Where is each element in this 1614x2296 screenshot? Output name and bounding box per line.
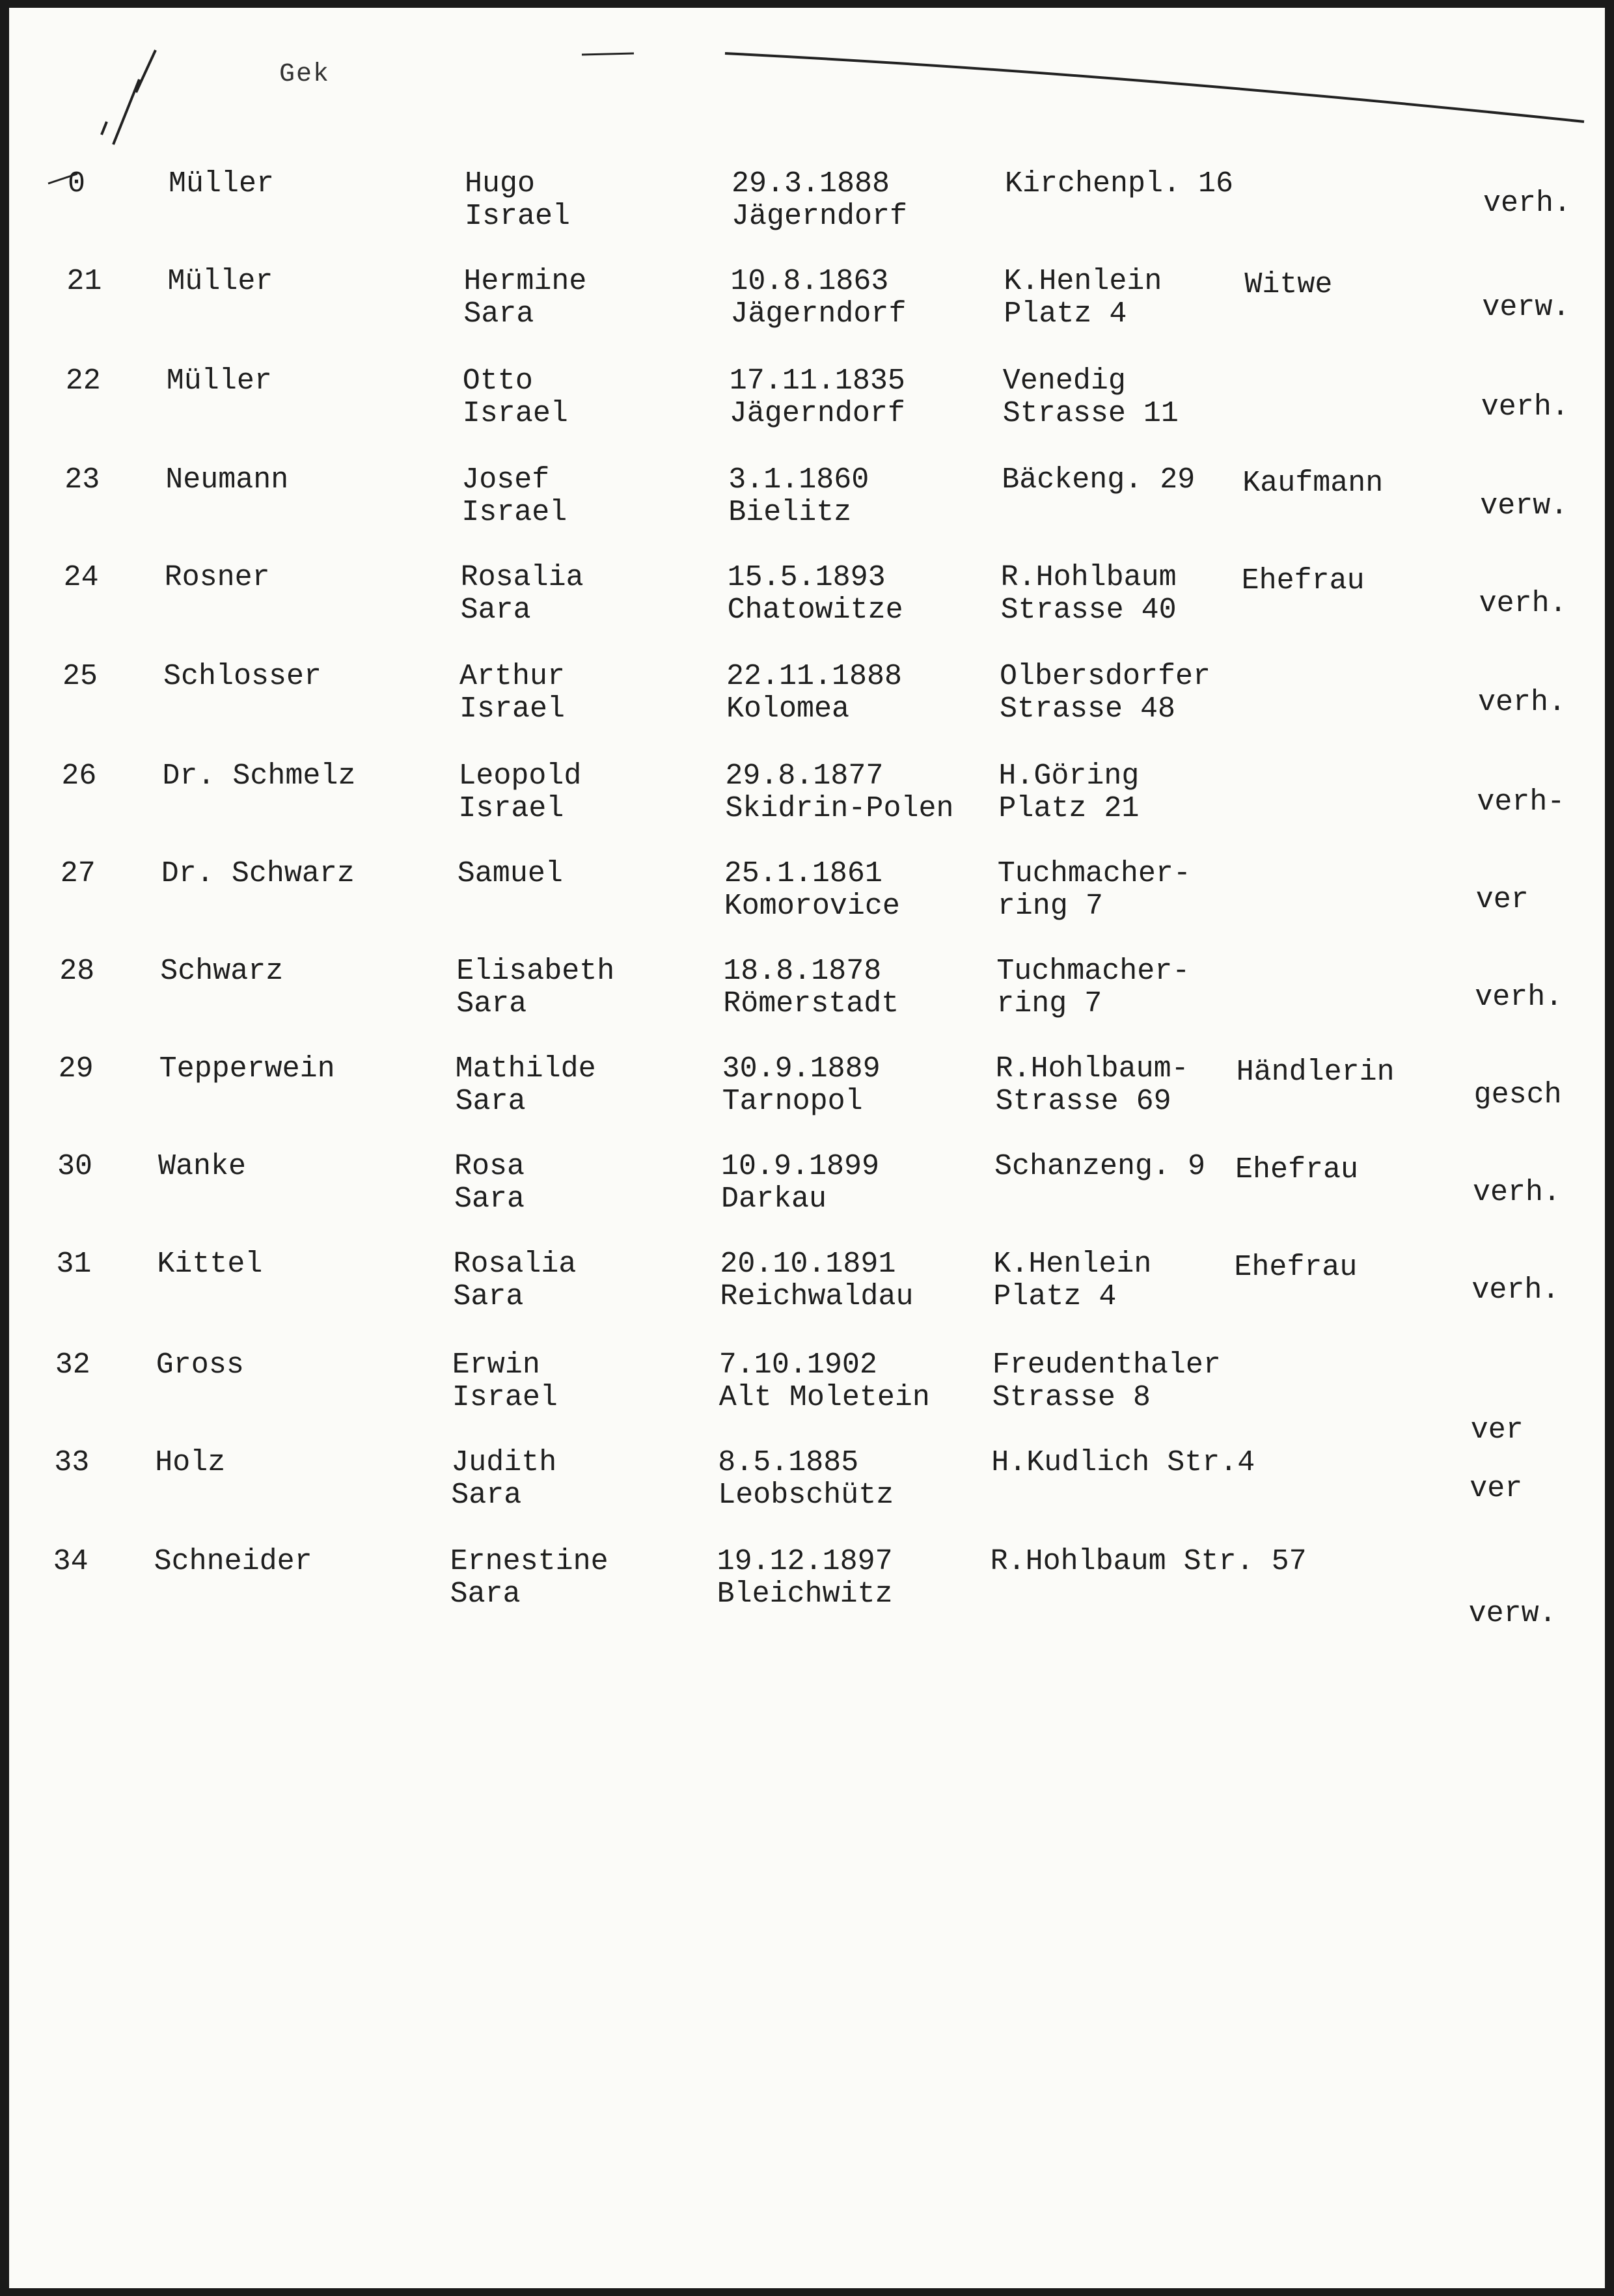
birth-date: 30.9.1889 bbox=[722, 1052, 881, 1086]
given-name: Leopold bbox=[458, 759, 582, 793]
birth-place: Jägerndorf bbox=[730, 297, 907, 331]
marital-status: verh. bbox=[1478, 686, 1566, 719]
given-name: Otto bbox=[462, 364, 533, 398]
marital-status: ver bbox=[1470, 1414, 1524, 1447]
address-line-2: Strasse 8 bbox=[992, 1381, 1151, 1414]
given-name-2: Israel bbox=[465, 200, 571, 233]
given-name: Ernestine bbox=[450, 1545, 609, 1578]
address-line-2: Platz 4 bbox=[1004, 297, 1127, 331]
row-number: 33 bbox=[54, 1446, 90, 1479]
birth-place: Jägerndorf bbox=[732, 200, 908, 233]
given-name-2: Sara bbox=[450, 1578, 521, 1611]
birth-date: 22.11.1888 bbox=[726, 660, 903, 693]
address-line-2: Platz 21 bbox=[998, 792, 1140, 825]
birth-date: 10.9.1899 bbox=[721, 1150, 880, 1183]
birth-date: 29.3.1888 bbox=[732, 167, 890, 200]
given-name: Arthur bbox=[459, 660, 566, 693]
birth-date: 20.10.1891 bbox=[720, 1248, 896, 1281]
table-row bbox=[9, 857, 1598, 948]
marital-status: verh. bbox=[1475, 981, 1563, 1014]
surname: Neumann bbox=[165, 463, 289, 497]
table-row bbox=[9, 955, 1596, 1046]
given-name: Rosalia bbox=[453, 1248, 577, 1281]
surname: Holz bbox=[155, 1446, 226, 1479]
surname: Schlosser bbox=[163, 660, 322, 693]
address-line-1: K.Henlein bbox=[1004, 265, 1162, 298]
birth-place: Jägerndorf bbox=[729, 397, 905, 430]
surname: Kittel bbox=[157, 1248, 263, 1281]
birth-place: Bleichwitz bbox=[717, 1578, 893, 1611]
given-name-2: Israel bbox=[459, 692, 566, 726]
table-row bbox=[9, 1150, 1594, 1241]
birth-place: Komorovice bbox=[724, 890, 900, 923]
table-row bbox=[9, 660, 1600, 751]
given-name-2: Israel bbox=[461, 496, 568, 529]
marital-status: verh. bbox=[1483, 187, 1572, 220]
marital-status: verw. bbox=[1468, 1597, 1557, 1630]
header-underline-left bbox=[582, 53, 634, 55]
table-row bbox=[9, 463, 1602, 554]
birth-place: Bielitz bbox=[728, 496, 852, 529]
given-name-2: Sara bbox=[456, 987, 527, 1020]
address-line-1: R.Hohlbaum bbox=[1000, 561, 1177, 594]
birth-date: 19.12.1897 bbox=[717, 1545, 893, 1578]
row-number: 24 bbox=[63, 561, 99, 594]
address-line-2: Strasse 40 bbox=[1000, 594, 1177, 627]
given-name: Erwin bbox=[452, 1348, 540, 1382]
occupation: Ehefrau bbox=[1234, 1251, 1358, 1284]
birth-place: Kolomea bbox=[726, 692, 850, 726]
address-line-1: H.Göring bbox=[998, 759, 1140, 793]
birth-place: Alt Moletein bbox=[718, 1381, 930, 1414]
birth-date: 17.11.1835 bbox=[729, 364, 905, 398]
address-line-1: K.Henlein bbox=[993, 1248, 1152, 1281]
row-number: 0 bbox=[68, 167, 86, 200]
given-name: Rosa bbox=[454, 1150, 525, 1183]
address-line-1: R.Hohlbaum Str. 57 bbox=[990, 1545, 1307, 1578]
document-page bbox=[9, 8, 1605, 2288]
birth-date: 29.8.1877 bbox=[725, 759, 884, 793]
surname: Tepperwein bbox=[159, 1052, 335, 1086]
marital-status: ver bbox=[1470, 1472, 1523, 1505]
address-line-2: Platz 4 bbox=[993, 1280, 1117, 1313]
birth-date: 15.5.1893 bbox=[727, 561, 886, 594]
address-line-1: H.Kudlich Str.4 bbox=[991, 1446, 1255, 1479]
table-row bbox=[9, 364, 1603, 456]
surname: Schneider bbox=[154, 1545, 312, 1578]
surname: Gross bbox=[156, 1348, 244, 1382]
row-number: 30 bbox=[57, 1150, 93, 1183]
row-number: 28 bbox=[59, 955, 95, 988]
address-line-2: Strasse 11 bbox=[1002, 397, 1179, 430]
birth-place: Reichwaldau bbox=[720, 1280, 914, 1313]
given-name-2: Sara bbox=[463, 297, 534, 331]
row-number: 31 bbox=[56, 1248, 92, 1281]
given-name-2: Sara bbox=[454, 1182, 525, 1216]
given-name: Rosalia bbox=[460, 561, 584, 594]
given-name: Josef bbox=[461, 463, 550, 497]
given-name-2: Sara bbox=[451, 1479, 522, 1512]
marital-status: gesch bbox=[1473, 1078, 1562, 1112]
occupation: Witwe bbox=[1244, 268, 1333, 301]
row-number: 27 bbox=[60, 857, 96, 890]
header-mark: Gek bbox=[279, 60, 331, 89]
occupation: Ehefrau bbox=[1235, 1153, 1359, 1186]
given-name: Judith bbox=[451, 1446, 557, 1479]
table-row bbox=[9, 759, 1598, 851]
address-line-1: Tuchmacher- bbox=[996, 955, 1190, 988]
given-name-2: Sara bbox=[460, 594, 531, 627]
birth-place: Chatowitze bbox=[727, 594, 903, 627]
marital-status: verh. bbox=[1481, 390, 1569, 424]
marital-status: verh. bbox=[1471, 1274, 1560, 1307]
address-line-1: Bäckeng. 29 bbox=[1002, 463, 1196, 497]
marital-status: verh. bbox=[1479, 587, 1567, 620]
occupation: Händlerin bbox=[1236, 1056, 1395, 1089]
marital-status: verh- bbox=[1477, 786, 1565, 819]
given-name-2: Sara bbox=[455, 1085, 526, 1118]
surname: Dr. Schmelz bbox=[162, 759, 356, 793]
table-row bbox=[9, 1248, 1593, 1339]
address-line-1: Kirchenpl. 16 bbox=[1005, 167, 1234, 200]
address-line-1: Schanzeng. 9 bbox=[994, 1150, 1206, 1183]
address-line-2: ring 7 bbox=[996, 987, 1102, 1020]
given-name-2: Israel bbox=[458, 792, 564, 825]
row-number: 32 bbox=[55, 1348, 90, 1382]
address-line-1: Freudenthaler bbox=[992, 1348, 1221, 1382]
given-name: Samuel bbox=[457, 857, 563, 890]
table-row bbox=[9, 1545, 1591, 1636]
given-name: Elisabeth bbox=[456, 955, 615, 988]
margin-tick-mark bbox=[102, 50, 156, 144]
marital-status: verw. bbox=[1480, 489, 1568, 523]
surname: Dr. Schwarz bbox=[161, 857, 355, 890]
row-number: 29 bbox=[58, 1052, 94, 1086]
row-number: 25 bbox=[62, 660, 98, 693]
header-underline-right bbox=[725, 53, 1584, 122]
table-row bbox=[9, 1348, 1593, 1447]
occupation: Ehefrau bbox=[1241, 564, 1365, 597]
surname: Müller bbox=[167, 265, 273, 298]
address-line-2: ring 7 bbox=[997, 890, 1103, 923]
birth-date: 25.1.1861 bbox=[724, 857, 882, 890]
birth-place: Tarnopol bbox=[722, 1085, 863, 1118]
address-line-2: Strasse 48 bbox=[1000, 692, 1176, 726]
birth-date: 7.10.1902 bbox=[718, 1348, 877, 1382]
row-number: 34 bbox=[53, 1545, 89, 1578]
address-line-1: Venedig bbox=[1002, 364, 1126, 398]
address-line-1: Tuchmacher- bbox=[997, 857, 1191, 890]
given-name-2: Israel bbox=[462, 397, 568, 430]
table-row bbox=[9, 1446, 1591, 1537]
given-name-2: Sara bbox=[453, 1280, 524, 1313]
row-number: 23 bbox=[64, 463, 100, 497]
occupation: Kaufmann bbox=[1242, 467, 1384, 500]
birth-place: Skidrin-Polen bbox=[725, 792, 954, 825]
address-line-1: Olbersdorfer bbox=[1000, 660, 1211, 693]
address-line-1: R.Hohlbaum- bbox=[995, 1052, 1189, 1086]
surname: Müller bbox=[169, 167, 275, 200]
birth-date: 10.8.1863 bbox=[730, 265, 889, 298]
row-number: 26 bbox=[61, 759, 97, 793]
surname: Rosner bbox=[164, 561, 270, 594]
birth-date: 8.5.1885 bbox=[718, 1446, 859, 1479]
birth-place: Römerstadt bbox=[723, 987, 899, 1020]
table-row bbox=[9, 265, 1604, 356]
given-name-2: Israel bbox=[452, 1381, 558, 1414]
table-row bbox=[9, 167, 1605, 258]
table-row bbox=[9, 1052, 1596, 1143]
row-number: 21 bbox=[66, 265, 102, 298]
marital-status: ver bbox=[1475, 883, 1529, 916]
given-name: Hugo bbox=[465, 167, 536, 200]
birth-date: 3.1.1860 bbox=[728, 463, 869, 497]
given-name: Mathilde bbox=[455, 1052, 596, 1086]
marital-status: verh. bbox=[1473, 1176, 1561, 1209]
marital-status: verw. bbox=[1482, 291, 1570, 324]
surname: Schwarz bbox=[160, 955, 284, 988]
given-name: Hermine bbox=[463, 265, 587, 298]
surname: Müller bbox=[166, 364, 272, 398]
birth-place: Darkau bbox=[721, 1182, 827, 1216]
table-row bbox=[9, 561, 1601, 652]
row-number: 22 bbox=[65, 364, 101, 398]
surname: Wanke bbox=[158, 1150, 247, 1183]
birth-place: Leobschütz bbox=[718, 1479, 894, 1512]
address-line-2: Strasse 69 bbox=[995, 1085, 1171, 1118]
birth-date: 18.8.1878 bbox=[723, 955, 882, 988]
